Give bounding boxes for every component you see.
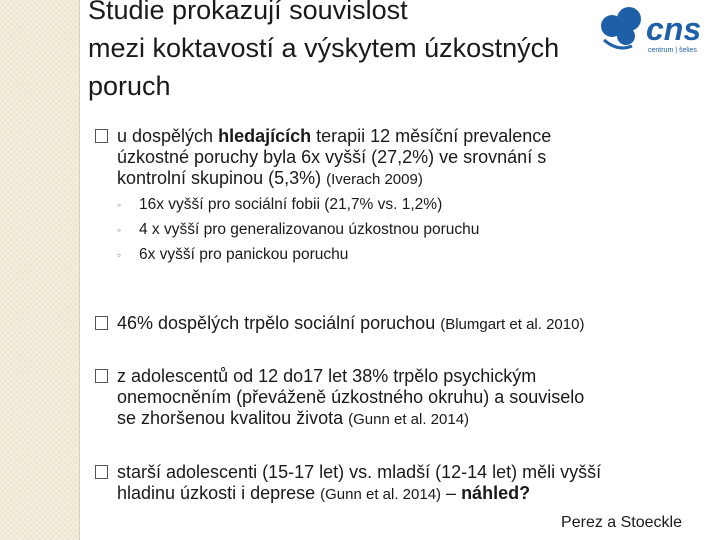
author-credit: Perez a Stoeckle [561, 514, 682, 531]
cns-logo-icon [596, 2, 716, 64]
bullet-box-icon [95, 465, 108, 479]
bullet-1: u dospělých hledajících terapii 12 měsíční prevalence úzkostné poruchy byla 6x vyšší (27,2%) ve srovnání s kontrolní skupinou (5,3%) (Iverach 2009) [95, 126, 715, 190]
sub-bullet-marker: ◦ [117, 198, 122, 212]
logo-subtext: centrum | šelies [648, 47, 697, 54]
sidebar-divider [79, 0, 80, 540]
decorative-sidebar [0, 0, 79, 540]
sub-bullet-3: ◦ 6x vyšší pro panickou poruchu [117, 242, 717, 268]
bullet-box-icon [95, 129, 108, 143]
bullet-box-icon [95, 316, 108, 330]
bullet-4: starší adolescenti (15-17 let) vs. mladší (12-14 let) měli vyšší hladinu úzkosti i deprese (Gunn et al. 2014) – náhled? [95, 462, 715, 505]
citation: (Gunn et al. 2014) [348, 411, 470, 428]
bold-term: hledajících [218, 126, 312, 146]
title-line-2: mezi koktavostí a výskytem úzkostných [88, 33, 560, 63]
bullet-box-icon [95, 369, 108, 383]
title-line-1: Studie prokazují souvislost [88, 0, 408, 25]
bullet-3: z adolescentů od 12 do17 let 38% trpělo psychickým onemocněním (převáženě úzkostného okruhu) a souviselo se zhoršenou kvalitou života (Gunn et al. 2014) [95, 366, 715, 430]
sub-bullet-marker: ◦ [117, 248, 122, 262]
title-line-3: poruch [88, 71, 171, 101]
sub-bullet-1: ◦ 16x vyšší pro sociální fobii (21,7% vs. 1,2%) [117, 192, 717, 218]
bullet-2: 46% dospělých trpělo sociální poruchou (Blumgart et al. 2010) [95, 313, 715, 335]
logo-text: cns [646, 11, 702, 47]
slide-title [88, 0, 648, 105]
sub-bullet-marker: ◦ [117, 223, 122, 237]
sub-bullet-2: ◦ 4 x vyšší pro generalizovanou úzkostnou poruchu [117, 217, 717, 243]
citation: (Gunn et al. 2014) [320, 486, 442, 503]
bold-term: náhled? [461, 483, 531, 503]
citation: (Blumgart et al. 2010) [440, 316, 585, 333]
citation: (Iverach 2009) [326, 171, 423, 188]
